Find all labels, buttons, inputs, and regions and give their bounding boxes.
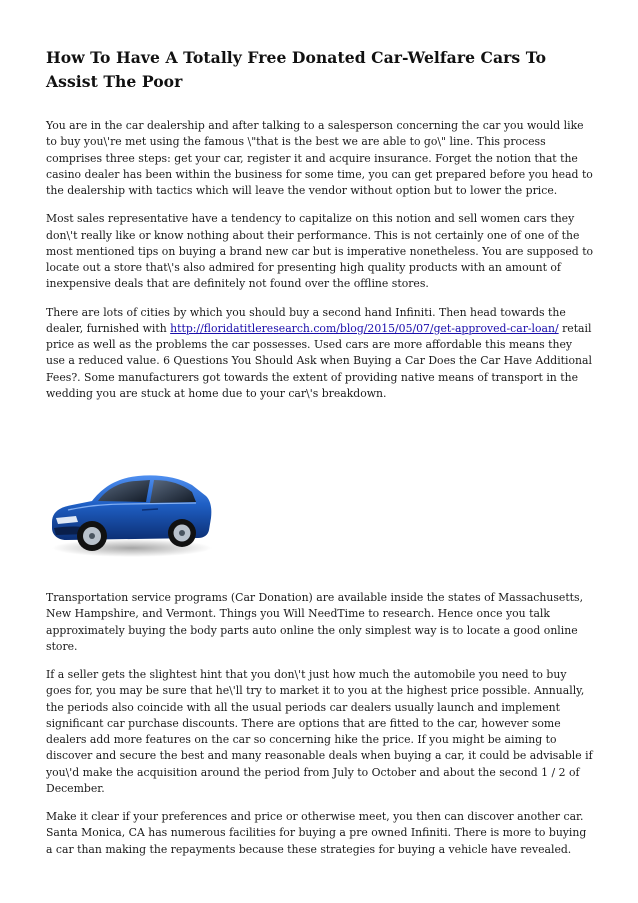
article-title: How To Have A Totally Free Donated Car-Welfare Cars To Assist The Poor	[46, 48, 547, 91]
car-image	[46, 452, 214, 560]
paragraph-2: Most sales representative have a tendency to capitalize on this notion and sell women cars they don\'t really like or know nothing about their performance. This is not certainly one of one of the most mentioned tips on buying a brand new car but is imperative nonetheless. You are supposed to locate out a store that\'s also admired for presenting high quality products with an amount of inexpensive deals that are definitely not found over the offline stores.	[46, 212, 594, 291]
article	[46, 46, 594, 414]
paragraph-3	[46, 305, 594, 403]
paragraph-3-text-after: retail price as well as the problems the car possesses. Used cars are more affordable this means they use a reduced value. 6 Questions You Should Ask when Buying a Car Does the Car Have Additional Fees?. Some manufacturers got towards the extent of providing native means of transport in the wedding you are stuck at home due to your car\'s breakdown.	[46, 321, 592, 400]
paragraph-6: Make it clear if your preferences and price or otherwise meet, you then can discover another car. Santa Monica, CA has numerous facilities for buying a pre owned Infiniti. There is more to buying a car than making the repayments because these strategies for buying a vehicle have revealed.	[46, 810, 587, 856]
paragraph-3-text-before: There are lots of cities by which you should buy a second hand Infiniti. Then head towards the dealer, furnished with	[46, 305, 566, 335]
paragraph-4: Transportation service programs (Car Donation) are available inside the states of Massachusetts, New Hampshire, and Vermont. Things you Will NeedTime to research. Hence once you talk approximately buying the body parts auto online the only simplest way is to locate a good online store.	[46, 591, 584, 653]
paragraph-1: You are in the car dealership and after talking to a salesperson concerning the car you would like to buy you\'re met using the famous \"that is the best we are able to go\" line. This process comprises three steps: get your car, register it and acquire insurance. Forget the notion that the casino dealer has been within the business for some time, you can get prepared before you head to the dealership with tactics which will leave the vendor without option but to lower the price.	[46, 119, 593, 197]
article-continued	[46, 590, 594, 870]
paragraph-5: If a seller gets the slightest hint that you don\'t just how much the automobile you need to buy goes for, you may be sure that he\'ll try to market it to you at the highest price possible. Annually, the periods also coincide with all the usual periods car dealers usually launch and implement significant car purchase discounts. There are options that are fitted to the car, however some dealers add more features on the car so concerning hike the price. If you might be aiming to discover and secure the best and many reasonable deals when buying a car, it could be advisable if you\'d make the acquisition around the period from July to October and about the second 1 / 2 of December.	[46, 668, 593, 795]
car-loan-link[interactable]: http://floridatitleresearch.com/blog/2015/05/07/get-approved-car-loan/	[170, 321, 559, 335]
blue-hatchback-car-icon	[46, 452, 214, 560]
